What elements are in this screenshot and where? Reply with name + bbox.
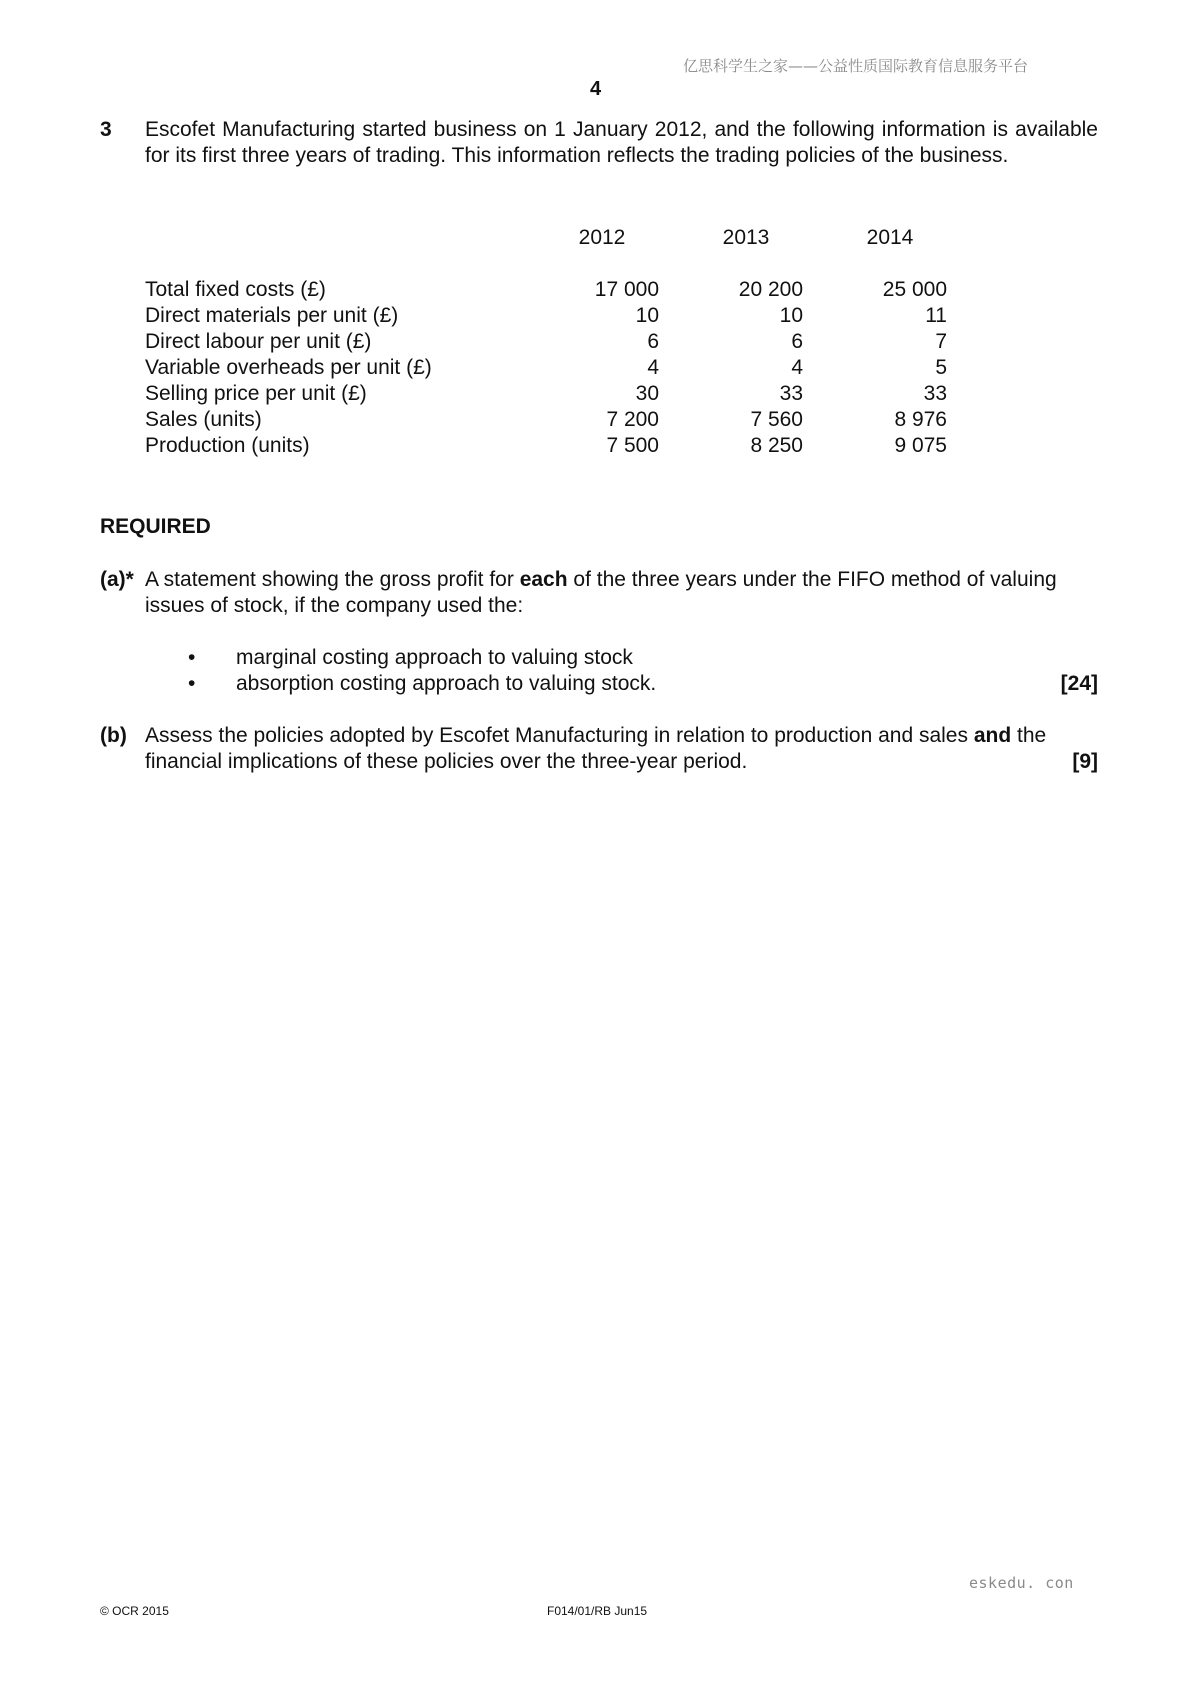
cell-value: 10 <box>635 304 659 327</box>
row-label: Total fixed costs (£) <box>145 278 326 301</box>
row-label: Variable overheads per unit (£) <box>145 356 432 379</box>
cell-value: 25 000 <box>882 278 947 301</box>
list-item <box>100 671 1098 697</box>
part-a-text-before: A statement showing the gross profit for <box>145 568 520 591</box>
part-b-marks: [9] <box>1072 750 1098 773</box>
data-table <box>145 225 947 459</box>
list-item <box>100 645 1098 671</box>
table-header-row <box>145 225 947 277</box>
cell-value: 9 075 <box>894 434 947 457</box>
part-b-text-before: Assess the policies adopted by Escofet Manufacturing in relation to production and sales <box>145 724 974 747</box>
table-row <box>145 381 947 407</box>
part-a-text <box>145 567 1098 619</box>
table-row <box>145 355 947 381</box>
cell-value: 30 <box>635 382 659 405</box>
cell-value: 11 <box>925 304 947 327</box>
table-header-year: 2012 <box>578 226 626 249</box>
cell-value: 33 <box>779 382 803 405</box>
row-label: Production (units) <box>145 434 310 457</box>
table-header-year: 2014 <box>866 226 914 249</box>
cell-value: 7 <box>935 330 947 353</box>
cell-value: 7 500 <box>606 434 659 457</box>
watermark-bottom: eskedu. con <box>969 1574 1074 1592</box>
cell-value: 8 250 <box>750 434 803 457</box>
bullet-icon: • <box>188 672 196 695</box>
row-label: Selling price per unit (£) <box>145 382 367 405</box>
cell-value: 4 <box>791 356 803 379</box>
table-row <box>145 277 947 303</box>
part-a-marks: [24] <box>1060 672 1098 695</box>
table-row <box>145 433 947 459</box>
part-a-bullets <box>100 645 1098 697</box>
cell-value: 4 <box>647 356 659 379</box>
part-a-text-after: of the three years under the FIFO method of valuing issues of stock, if the company used the: <box>145 568 1057 617</box>
footer-code: F014/01/RB Jun15 <box>547 1604 648 1618</box>
page-number: 4 <box>589 78 602 100</box>
part-b-text-after: the <box>1011 724 1047 747</box>
footer-copyright: © OCR 2015 <box>100 1604 169 1618</box>
table-row <box>145 303 947 329</box>
row-label: Direct labour per unit (£) <box>145 330 372 353</box>
cell-value: 6 <box>647 330 659 353</box>
cell-value: 17 000 <box>594 278 659 301</box>
part-b-label: (b) <box>100 724 127 747</box>
cell-value: 10 <box>779 304 803 327</box>
part-a-label: (a)* <box>100 568 134 591</box>
table-row <box>145 329 947 355</box>
question-number: 3 <box>100 118 112 141</box>
cell-value: 8 976 <box>894 408 947 431</box>
part-b-line-2: financial implications of these policies over the three-year period. <box>145 750 748 773</box>
cell-value: 5 <box>935 356 947 379</box>
watermark-top: 亿思科学生之家——公益性质国际教育信息服务平台 <box>683 57 1029 75</box>
part-b-line-1 <box>145 723 1098 749</box>
cell-value: 6 <box>791 330 803 353</box>
question-intro: Escofet Manufacturing started business on 1 January 2012, and the following information is available for its first three years of trading. This information reflects the trading policies of the business. <box>145 118 1098 167</box>
part-b-text <box>145 723 1098 775</box>
cell-value: 7 560 <box>750 408 803 431</box>
row-label: Sales (units) <box>145 408 262 431</box>
bullet-text: absorption costing approach to valuing stock. <box>236 672 657 695</box>
cell-value: 7 200 <box>606 408 659 431</box>
part-a-text-bold: each <box>519 568 568 591</box>
table-header-blank <box>145 225 515 277</box>
cell-value: 33 <box>923 382 947 405</box>
table-row <box>145 407 947 433</box>
row-label: Direct materials per unit (£) <box>145 304 399 327</box>
bullet-icon: • <box>188 646 196 669</box>
part-b-text-bold: and <box>973 724 1012 747</box>
required-heading: REQUIRED <box>100 515 211 538</box>
part-b <box>100 723 1098 775</box>
table-header-year: 2013 <box>722 226 770 249</box>
bullet-text: marginal costing approach to valuing stock <box>236 646 633 669</box>
cell-value: 20 200 <box>738 278 803 301</box>
